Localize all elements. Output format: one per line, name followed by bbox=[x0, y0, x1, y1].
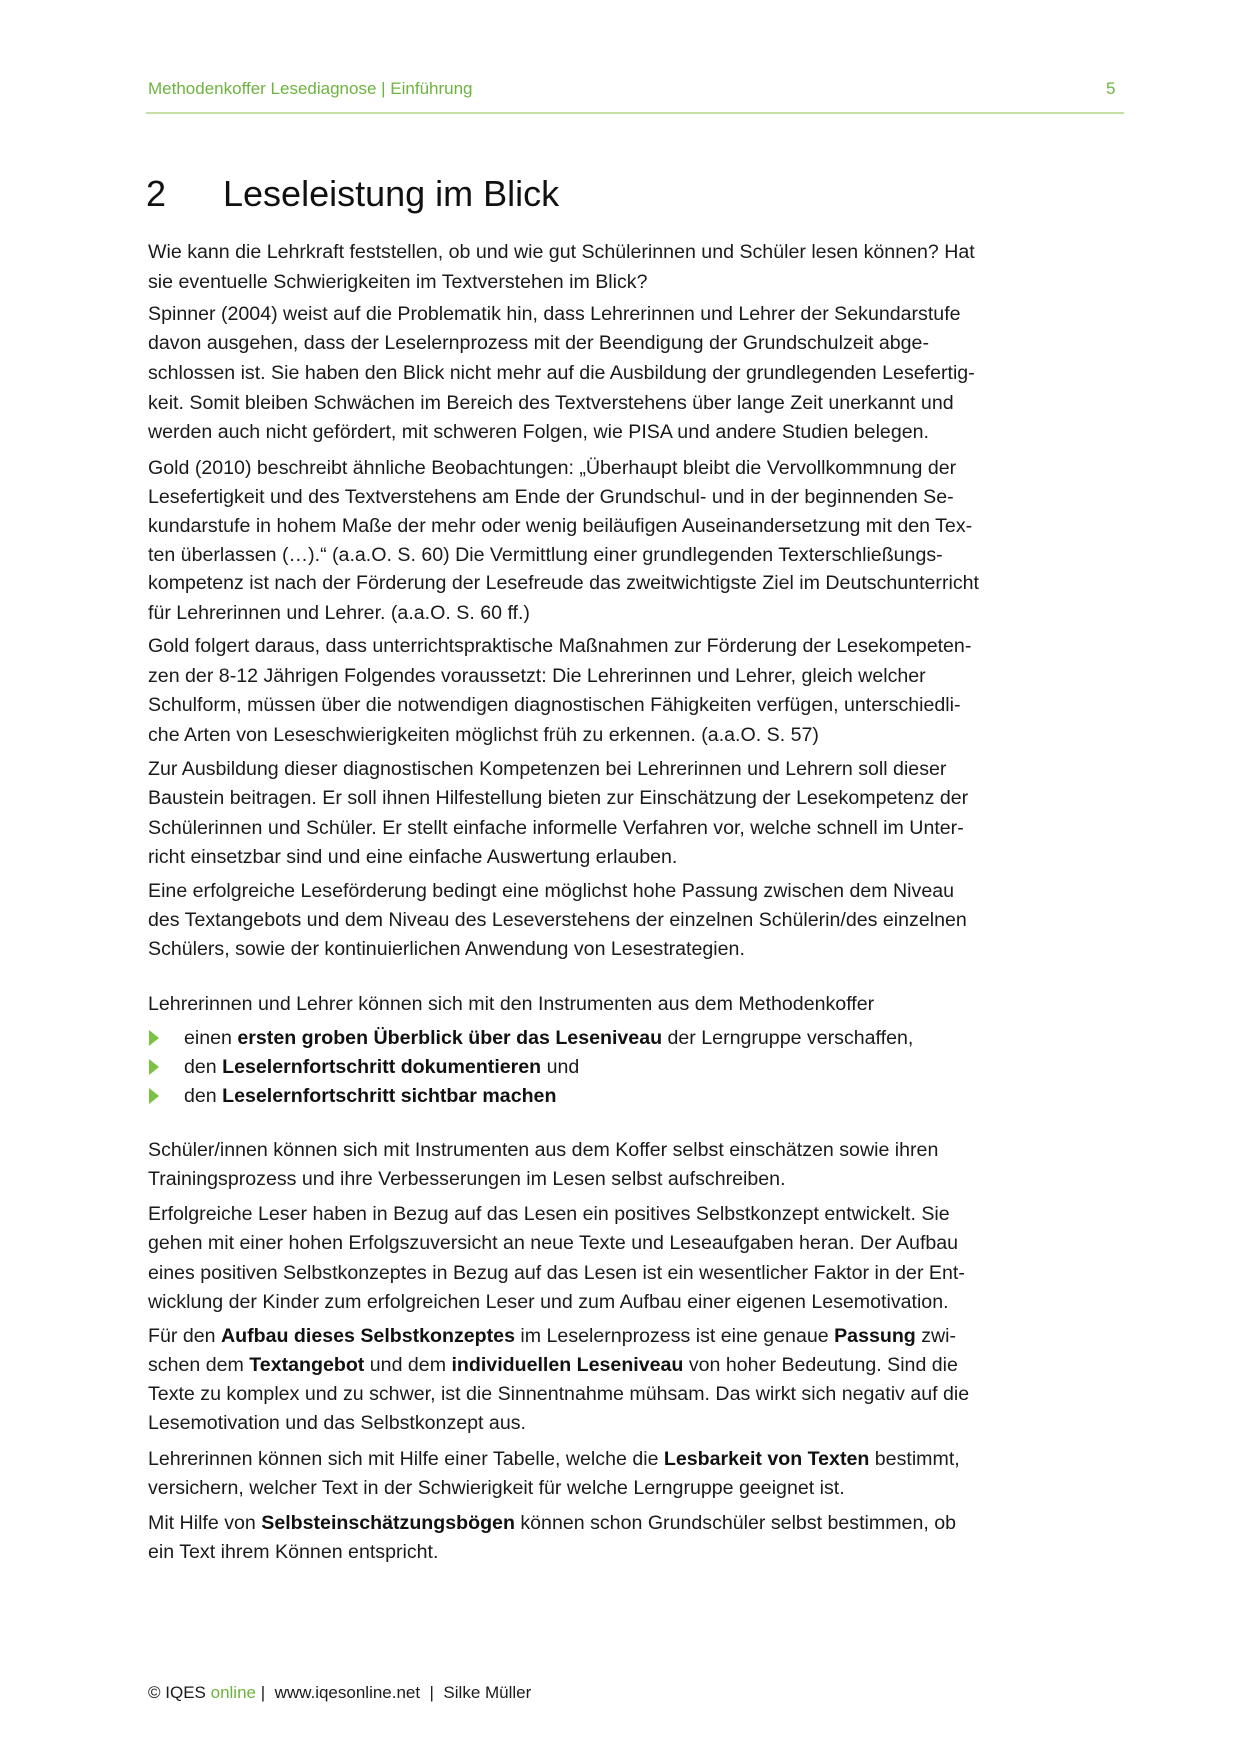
bullet-triangle-icon bbox=[149, 1088, 159, 1104]
text-run: keit. Somit bleiben Schwächen im Bereich des Textverstehens über lange Zeit unerkannt und bbox=[148, 392, 954, 414]
bold-phrase: Textangebot bbox=[249, 1354, 365, 1376]
text-line bbox=[148, 786, 968, 810]
text-run: Lesemotivation und das Selbstkonzept aus. bbox=[148, 1412, 526, 1434]
page-number: 5 bbox=[1106, 79, 1116, 98]
text-run: Schulform, müssen über die notwendigen diagnostischen Fähigkeiten verfügen, unterschiedli- bbox=[148, 694, 961, 716]
text-line bbox=[148, 908, 967, 932]
text-run: ten überlassen (…).“ (a.a.O. S. 60) Die Vermittlung einer grundlegenden Texterschließungs- bbox=[148, 544, 943, 566]
text-run: können schon Grundschüler selbst bestimmen, ob bbox=[514, 1512, 957, 1534]
text-line bbox=[148, 937, 745, 961]
text-line bbox=[184, 1084, 556, 1108]
text-line bbox=[148, 456, 956, 480]
section-title: Leseleistung im Blick bbox=[223, 173, 560, 214]
text-line bbox=[148, 816, 964, 840]
text-run: eines positiven Selbstkonzeptes in Bezug auf das Lesen ist ein wesentlicher Faktor in der Ent- bbox=[148, 1262, 965, 1284]
text-run: Erfolgreiche Leser haben in Bezug auf das Lesen ein positives Selbstkonzept entwickelt. Sie bbox=[148, 1203, 950, 1225]
text-run: Trainingsprozess und ihre Verbesserungen im Lesen selbst aufschreiben. bbox=[148, 1168, 786, 1190]
text-line bbox=[184, 1026, 913, 1050]
text-run: schen dem bbox=[148, 1354, 250, 1376]
text-line bbox=[148, 1167, 786, 1191]
text-run: Texte zu komplex und zu schwer, ist die Sinnentnahme mühsam. Das wirkt sich negativ auf die bbox=[148, 1383, 970, 1405]
text-run: Wie kann die Lehrkraft feststellen, ob und wie gut Schülerinnen und Schüler lesen können? Hat bbox=[148, 241, 975, 263]
text-line bbox=[148, 1447, 960, 1471]
text-run: Schülers, sowie der kontinuierlichen Anwendung von Lesestrategien. bbox=[148, 938, 745, 960]
text-run: Mit Hilfe von bbox=[148, 1512, 262, 1534]
text-line bbox=[148, 1202, 950, 1226]
text-run: Baustein beitragen. Er soll ihnen Hilfestellung bieten zur Einschätzung der Lesekompetenz der bbox=[148, 787, 969, 809]
text-run: werden auch nicht gefördert, mit schweren Folgen, wie PISA und andere Studien belegen. bbox=[148, 421, 929, 443]
text-run: Gold (2010) beschreibt ähnliche Beobachtungen: „Überhaupt bleibt die Vervollkommnung der bbox=[148, 457, 957, 479]
text-line bbox=[148, 1476, 845, 1500]
text-line bbox=[148, 514, 972, 538]
text-run: Schüler/innen können sich mit Instrumenten aus dem Koffer selbst einschätzen sowie ihren bbox=[148, 1139, 939, 1161]
text-run: Lehrerinnen können sich mit Hilfe einer Tabelle, welche die bbox=[148, 1448, 664, 1470]
text-run: wicklung der Kinder zum erfolgreichen Leser und zum Aufbau einer eigenen Lesemotivation. bbox=[148, 1291, 949, 1313]
text-run: Eine erfolgreiche Leseförderung bedingt eine möglichst hohe Passung zwischen dem Niveau bbox=[148, 880, 955, 902]
text-run: Spinner (2004) weist auf die Problematik hin, dass Lehrerinnen und Lehrer der Sekundarstufe bbox=[148, 303, 961, 325]
text-run: Lesefertigkeit und des Textverstehens am Ende der Grundschul- und in der beginnenden Se- bbox=[148, 486, 954, 508]
text-run: zwi- bbox=[915, 1325, 957, 1347]
text-run: und dem bbox=[364, 1354, 452, 1376]
text-line bbox=[148, 270, 648, 294]
text-run: Zur Ausbildung dieser diagnostischen Kompetenzen bei Lehrerinnen und Lehrern soll dieser bbox=[148, 758, 947, 780]
text-line bbox=[148, 1231, 958, 1255]
bold-phrase: Lesbarkeit von Texten bbox=[663, 1448, 870, 1470]
text-line bbox=[148, 543, 943, 567]
footer-author: Silke Müller bbox=[443, 1683, 532, 1702]
text-line bbox=[148, 420, 929, 444]
footer bbox=[148, 1683, 531, 1703]
text-run: richt einsetzbar sind und eine einfache Auswertung erlauben. bbox=[148, 846, 678, 868]
footer-website: www.iqesonline.net bbox=[274, 1683, 421, 1702]
text-line bbox=[148, 992, 874, 1016]
section-number: 2 bbox=[146, 173, 167, 214]
footer-copyright: © IQES bbox=[148, 1683, 211, 1702]
text-run: sie eventuelle Schwierigkeiten im Textverstehen im Blick? bbox=[148, 271, 648, 293]
text-run: einen bbox=[184, 1027, 238, 1049]
text-run: Lehrerinnen und Lehrer können sich mit den Instrumenten aus dem Methodenkoffer bbox=[148, 993, 875, 1015]
text-line bbox=[148, 1540, 438, 1564]
bold-phrase: ersten groben Überblick über das Leseniveau bbox=[237, 1027, 663, 1049]
text-run: zen der 8-12 Jährigen Folgendes voraussetzt: Die Lehrerinnen und Lehrer, gleich welcher bbox=[148, 665, 926, 687]
text-line bbox=[148, 1261, 965, 1285]
text-run: schlossen ist. Sie haben den Blick nicht mehr auf die Ausbildung der grundlegenden Lesefertig- bbox=[148, 362, 975, 384]
footer-separator: | bbox=[255, 1683, 275, 1702]
text-line bbox=[148, 391, 954, 415]
text-line bbox=[148, 240, 975, 264]
text-line bbox=[148, 693, 961, 717]
text-line bbox=[148, 1382, 969, 1406]
text-run: des Textangebots und dem Niveau des Leseverstehens der einzelnen Schülerin/des einzelnen bbox=[148, 909, 967, 931]
text-line bbox=[148, 1290, 949, 1314]
text-run: für Lehrerinnen und Lehrer. (a.a.O. S. 60 ff.) bbox=[148, 602, 530, 624]
text-run: Schülerinnen und Schüler. Er stellt einfache informelle Verfahren vor, welche schnell im Unter- bbox=[148, 817, 964, 839]
text-line bbox=[148, 1411, 526, 1435]
text-run: und bbox=[541, 1056, 580, 1078]
text-line bbox=[148, 601, 530, 625]
header-divider bbox=[146, 112, 1124, 114]
bold-phrase: Passung bbox=[834, 1325, 916, 1347]
footer-brand-accent: online bbox=[210, 1683, 256, 1702]
text-line bbox=[148, 1138, 938, 1162]
text-run: kundarstufe in hohem Maße der mehr oder wenig beiläufigen Auseinandersetzung mit den Tex- bbox=[148, 515, 973, 537]
text-run: gehen mit einer hohen Erfolgszuversicht an neue Texte und Leseaufgaben heran. Der Aufbau bbox=[148, 1232, 959, 1254]
text-run: von hoher Bedeutung. Sind die bbox=[683, 1354, 958, 1376]
text-run: che Arten von Leseschwierigkeiten möglichst früh zu erkennen. (a.a.O. S. 57) bbox=[148, 724, 819, 746]
text-run: den bbox=[184, 1056, 223, 1078]
bold-phrase: Leselernfortschritt dokumentieren bbox=[222, 1056, 542, 1078]
text-run: bestimmt, bbox=[869, 1448, 960, 1470]
bullet-triangle-icon bbox=[149, 1059, 159, 1075]
text-line bbox=[148, 302, 961, 326]
text-line bbox=[148, 723, 819, 747]
text-line bbox=[148, 1353, 958, 1377]
text-line bbox=[148, 1324, 956, 1348]
bold-phrase: Selbsteinschätzungsbögen bbox=[261, 1512, 515, 1534]
footer-separator: | bbox=[420, 1683, 444, 1702]
text-run: kompetenz ist nach der Förderung der Lesefreude das zweitwichtigste Ziel im Deutschunterricht bbox=[148, 572, 979, 594]
text-line bbox=[148, 634, 971, 658]
bold-phrase: Aufbau dieses Selbstkonzeptes bbox=[220, 1325, 515, 1347]
running-header: Methodenkoffer Lesediagnose | Einführung bbox=[148, 79, 473, 98]
text-run: ein Text ihrem Können entspricht. bbox=[148, 1541, 439, 1563]
text-line bbox=[148, 757, 946, 781]
bold-phrase: individuellen Leseniveau bbox=[451, 1354, 684, 1376]
text-line bbox=[148, 331, 929, 355]
text-run: versichern, welcher Text in der Schwierigkeit für welche Lerngruppe geeignet ist. bbox=[148, 1477, 845, 1499]
bold-phrase: Leselernfortschritt sichtbar machen bbox=[222, 1085, 557, 1107]
text-line bbox=[148, 361, 975, 385]
text-line bbox=[184, 1055, 579, 1079]
text-run: Für den bbox=[148, 1325, 221, 1347]
text-run: im Leselernprozess ist eine genaue bbox=[514, 1325, 835, 1347]
text-line bbox=[148, 571, 979, 595]
text-line bbox=[148, 485, 954, 509]
text-line bbox=[148, 1511, 956, 1535]
text-run: der Lerngruppe verschaffen, bbox=[662, 1027, 914, 1049]
bullet-triangle-icon bbox=[149, 1030, 159, 1046]
text-line bbox=[148, 664, 926, 688]
text-line bbox=[148, 879, 954, 903]
text-run: den bbox=[184, 1085, 223, 1107]
text-run: Gold folgert daraus, dass unterrichtspraktische Maßnahmen zur Förderung der Lesekompeten- bbox=[148, 635, 972, 657]
text-run: davon ausgehen, dass der Leselernprozess mit der Beendigung der Grundschulzeit abge- bbox=[148, 332, 929, 354]
text-line bbox=[148, 845, 677, 869]
